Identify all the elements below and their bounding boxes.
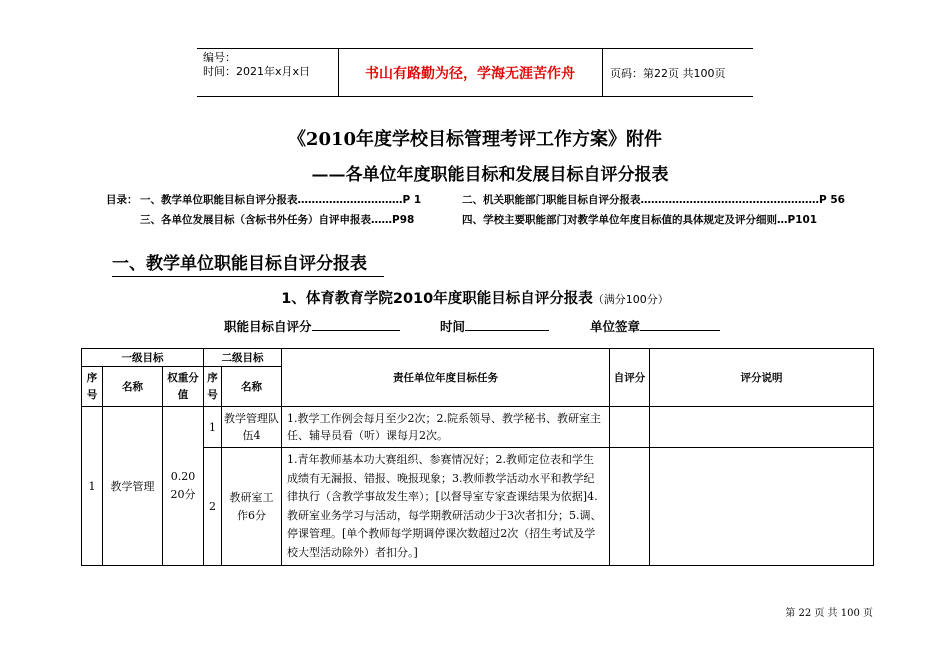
document-subtitle: ——各单位年度职能目标和发展目标自评分报表 — [311, 165, 669, 185]
header-name: 名称 — [103, 367, 163, 407]
score-table — [81, 348, 874, 566]
signature-blank[interactable] — [640, 318, 720, 331]
toc-item[interactable]: 四、学校主要职能部门对教学单位年度目标值的具体规定及评分细则…P101 — [462, 214, 818, 226]
header-seq: 序号 — [82, 367, 103, 407]
header-seq2: 序号 — [204, 367, 222, 407]
score-blank[interactable] — [312, 318, 400, 331]
header-meta — [203, 51, 310, 79]
report-title-note: （满分100分） — [592, 293, 669, 306]
toc-item[interactable]: 一、教学单位职能目标自评分报表…………………………P 1 — [140, 194, 422, 206]
row-weight: 0.20 20分 — [163, 407, 204, 566]
time-label: 时间：2021年x月x日 — [203, 65, 311, 78]
row-seq: 1 — [82, 407, 103, 566]
header-motto: 书山有路勤为径，学海无涯苦作舟 — [365, 65, 575, 82]
header-self-score: 自评分 — [610, 349, 650, 407]
page-header — [197, 48, 753, 97]
header-level2: 二级目标 — [204, 349, 282, 367]
header-name2: 名称 — [222, 367, 282, 407]
header-level1: 一级目标 — [82, 349, 204, 367]
signature-label: 单位签章 — [590, 319, 641, 334]
notes-cell[interactable] — [650, 407, 874, 448]
toc-label: 目录： — [106, 194, 138, 206]
table-header-row — [82, 349, 874, 367]
sub-task: 1.青年教师基本功大赛组织、参赛情况好；2.教师定位表和学生成绩有无漏报、错报、晚报现象；3.教师教学活动水平和教学纪律执行（含教学事故发生率）；[以督导室专家查课结果为依据]4.教研室业务学习与活动，每学期教研活动少于3次者扣分；5.调、停课管理。[单个教师每学期调停课次数超过2次（招生考试及学校大型活动除外）者扣分。] — [282, 448, 610, 566]
sub-seq: 2 — [204, 448, 222, 566]
self-score-cell[interactable] — [610, 407, 650, 448]
sub-task: 1.教学工作例会每月至少2次；2.院系领导、教学秘书、教研室主任、辅导员看（听）课每月2次。 — [282, 407, 610, 448]
row-name: 教学管理 — [103, 407, 163, 566]
score-field[interactable] — [224, 317, 400, 335]
number-label: 编号： — [203, 51, 236, 64]
sub-seq: 1 — [204, 407, 222, 448]
page-number: 第 22 页 共 100 页 — [785, 608, 873, 619]
notes-cell[interactable] — [650, 448, 874, 566]
header-page-label: 页码：第22页 共100页 — [610, 67, 726, 80]
toc-item[interactable]: 三、各单位发展目标（含标书外任务）自评申报表……P98 — [140, 214, 415, 226]
time-label-field: 时间 — [440, 319, 466, 334]
header-divider — [602, 49, 603, 96]
section-heading: 一、教学单位职能目标自评分报表 — [112, 249, 384, 277]
header-notes: 评分说明 — [650, 349, 874, 407]
self-score-cell[interactable] — [610, 448, 650, 566]
report-title — [0, 287, 950, 308]
header-weight: 权重分值 — [163, 367, 204, 407]
score-label: 职能目标自评分 — [224, 319, 312, 334]
sub-name: 教学管理队伍4 — [222, 407, 282, 448]
table-row — [82, 407, 874, 448]
signature-field[interactable] — [590, 317, 720, 335]
report-title-text: 1、体育教育学院2010年度职能目标自评分报表 — [281, 291, 593, 307]
document-title: 《2010年度学校目标管理考评工作方案》附件 — [287, 129, 663, 150]
time-blank[interactable] — [465, 318, 549, 331]
time-field[interactable] — [440, 317, 549, 335]
toc-item[interactable]: 二、机关职能部门职能目标自评分报表……………………………………………P 56 — [462, 194, 845, 206]
header-task: 责任单位年度目标任务 — [282, 349, 610, 407]
sub-name: 教研室工作6分 — [222, 448, 282, 566]
